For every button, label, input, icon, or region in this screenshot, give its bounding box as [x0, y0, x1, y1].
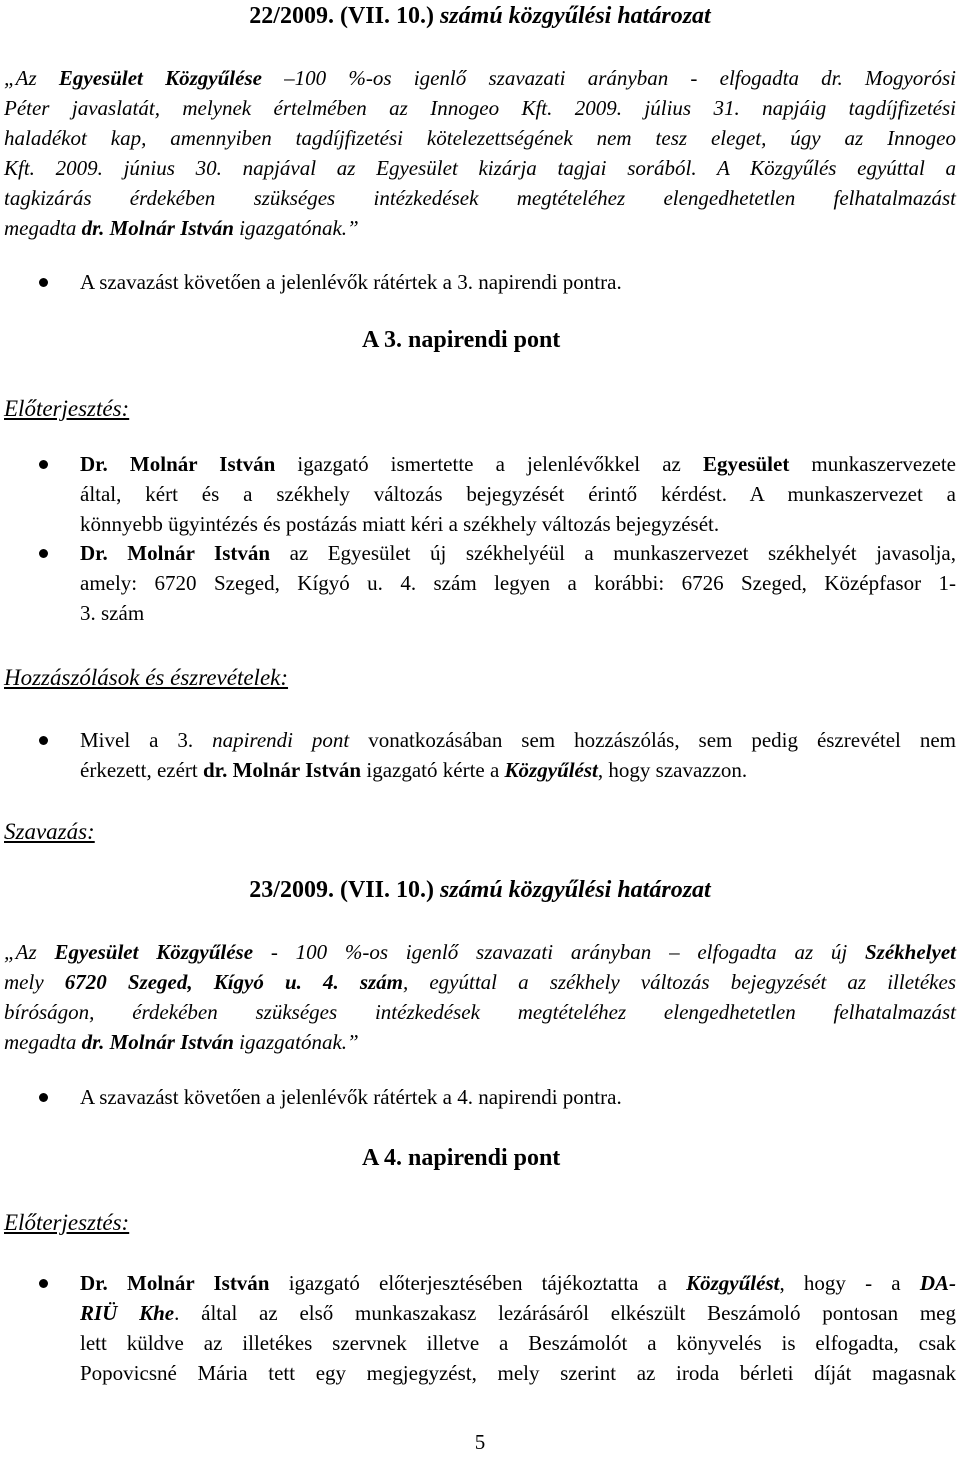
- bullet-icon: [39, 278, 48, 287]
- text-line: érkezett, ezért dr. Molnár István igazgató kérte a Közgyűlést, hogy szavazzon.: [80, 758, 748, 782]
- text-line: Kft. 2009. június 30. napjával az Egyesület kizárja tagjai sorából. A Közgyűlés egyúttal a: [4, 156, 956, 180]
- bullet-icon: [39, 1093, 48, 1102]
- text-line: Mivel a 3. napirendi pont vonatkozásában sem hozzászólás, sem pedig észrevétel nem: [80, 728, 956, 752]
- comments-label: Hozzászólások és észrevételek:: [4, 665, 289, 690]
- text-line: haladékot kap, amennyiben tagdíjfizetési kötelezettségének nem tesz eleget, úgy az Innogeo: [4, 126, 956, 150]
- list-item: [80, 268, 956, 298]
- agenda-3-heading: A 3. napirendi pont: [362, 327, 561, 353]
- text-line: megadta dr. Molnár István igazgatónak.”: [4, 216, 359, 240]
- text-line: Dr. Molnár István igazgató előterjesztésében tájékoztatta a Közgyűlést, hogy - a DA-: [80, 1271, 956, 1295]
- bullet-icon: [39, 549, 48, 558]
- text-line: „Az Egyesület Közgyűlése –100 %-os igenlő szavazati arányban - elfogadta dr. Mogyorósi: [4, 66, 956, 90]
- proposal-label: Előterjesztés:: [4, 396, 130, 421]
- text-line: RIÜ Khe. által az első munkaszakasz lezárásáról elkészült Beszámoló pontosan meg: [80, 1301, 956, 1325]
- list-item: [80, 1083, 956, 1113]
- text-line: Popovicsné Mária tett egy megjegyzést, mely szerint az iroda bérleti díját magasnak: [80, 1361, 956, 1385]
- list-item: [80, 1269, 956, 1389]
- bullet-text: A szavazást követően a jelenlévők rátértek a 3. napirendi pontra.: [80, 270, 622, 294]
- text-line: 3. szám: [80, 601, 145, 625]
- bullet-icon: [39, 1279, 48, 1288]
- list-item: [80, 539, 956, 629]
- text-line: Péter javaslatát, melynek értelmében az Innogeo Kft. 2009. július 31. napjáig tagdíjfizetési: [4, 96, 956, 120]
- resolution-23-text: [4, 938, 956, 1058]
- text-line: mely 6720 Szeged, Kígyó u. 4. szám, egyúttal a székhely változás bejegyzését az illetékes: [4, 970, 956, 994]
- list-item: [80, 726, 956, 786]
- resolution-23-label: számú közgyűlési határozat: [439, 877, 711, 903]
- bullet-icon: [39, 736, 48, 745]
- agenda-4-heading: A 4. napirendi pont: [362, 1145, 561, 1171]
- vote-label: Szavazás:: [4, 819, 95, 844]
- resolution-22-text: [4, 64, 956, 244]
- text-line: által, kért és a székhely változás bejegyzését érintő kérdést. A munkaszervezet a: [80, 482, 956, 506]
- proposal-label: Előterjesztés:: [4, 1210, 130, 1235]
- resolution-22-title: [0, 2, 960, 31]
- text-line: lett küldve az illetékes szervnek illetve a Beszámolót a könyvelés is elfogadta, csak: [80, 1331, 956, 1355]
- resolution-23-title: [0, 876, 960, 905]
- text-line: „Az Egyesület Közgyűlése - 100 %-os igenlő szavazati arányban – elfogadta az új Székhelyet: [4, 940, 956, 964]
- text-line: Dr. Molnár István igazgató ismertette a jelenlévőkkel az Egyesület munkaszervezete: [80, 452, 956, 476]
- bullet-icon: [39, 460, 48, 469]
- text-line: amely: 6720 Szeged, Kígyó u. 4. szám legyen a korábbi: 6726 Szeged, Középfasor 1-: [80, 571, 956, 595]
- text-line: Dr. Molnár István az Egyesület új székhelyéül a munkaszervezet székhelyét javasolja,: [80, 541, 956, 565]
- text-line: könnyebb ügyintézés és postázás miatt kéri a székhely változás bejegyzését.: [80, 512, 720, 536]
- text-line: megadta dr. Molnár István igazgatónak.”: [4, 1030, 359, 1054]
- resolution-23-number: 23/2009. (VII. 10.): [249, 877, 434, 903]
- resolution-22-label: számú közgyűlési határozat: [439, 3, 711, 29]
- page-number: 5: [474, 1430, 486, 1454]
- list-item: [80, 450, 956, 540]
- bullet-text: A szavazást követően a jelenlévők rátértek a 4. napirendi pontra.: [80, 1085, 622, 1109]
- text-line: bíróságon, érdekében szükséges intézkedések megtételéhez elengedhetetlen felhatalmazást: [4, 1000, 956, 1024]
- text-line: tagkizárás érdekében szükséges intézkedések megtételéhez elengedhetetlen felhatalmazást: [4, 186, 956, 210]
- resolution-22-number: 22/2009. (VII. 10.): [249, 3, 434, 29]
